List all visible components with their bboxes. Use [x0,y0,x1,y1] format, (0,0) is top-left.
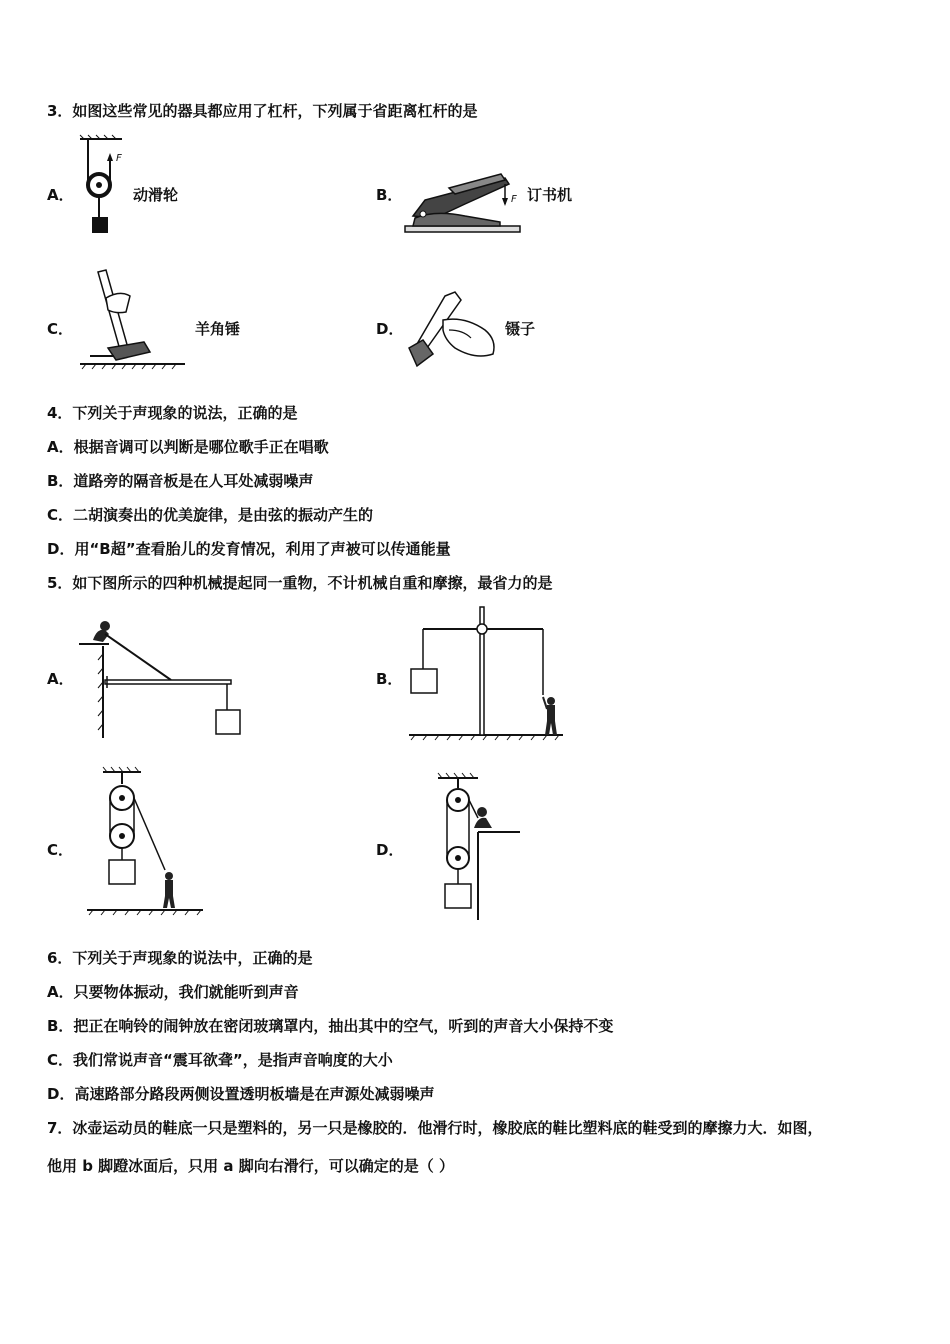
q5-option-c-letter: C． [47,841,74,859]
q6-option-d: D．高速路部分路段两侧设置透明板墙是在声源处减弱噪声 [47,1085,435,1103]
q6-option-b: B．把正在响铃的闹钟放在密闭玻璃罩内，抽出其中的空气，听到的声音大小保持不变 [47,1017,614,1035]
q3-option-b-letter: B． [376,186,403,204]
q3-option-b-caption: 订书机 [527,186,573,204]
q3-option-d-caption: 镊子 [505,320,536,338]
pulley-block-c-figure [85,766,205,916]
q4-option-a: A．根据音调可以判断是哪位歌手正在唱歌 [47,438,329,456]
q3-option-c-caption: 羊角锤 [195,320,241,338]
q3-option-a-caption: 动滑轮 [133,186,179,204]
q4-option-b: B．道路旁的隔音板是在人耳处减弱噪声 [47,472,314,490]
q4-option-d: D．用“B超”查看胎儿的发育情况，利用了声被可以传通能量 [47,540,451,558]
q3-option-d-letter: D． [376,320,404,338]
tweezers-figure [405,290,500,370]
force-label-a: F [116,153,122,164]
movable-pulley-figure [76,135,126,240]
q5-stem: 5．如下图所示的四种机械提起同一重物，不计机械自重和摩擦，最省力的是 [47,574,553,592]
q3-option-a-letter: A． [47,186,74,204]
q6-stem: 6．下列关于声现象的说法中，正确的是 [47,949,313,967]
equal-arm-pulley-figure [405,605,565,743]
q4-option-c: C．二胡演奏出的优美旋律，是由弦的振动产生的 [47,506,374,524]
q4-stem: 4．下列关于声现象的说法，正确的是 [47,404,298,422]
q5-option-d-letter: D． [376,841,404,859]
claw-hammer-figure [80,268,190,370]
q3-option-c-letter: C． [47,320,74,338]
force-label-b: F [511,194,517,205]
stapler-figure [405,170,525,234]
q6-option-a: A．只要物体振动，我们就能听到声音 [47,983,299,1001]
q3-stem: 3．如图这些常见的器具都应用了杠杆，下列属于省距离杠杆的是 [47,102,478,120]
pulley-block-d-figure [432,772,527,922]
lever-crane-figure [75,610,250,740]
q7-stem-line1: 7．冰壶运动员的鞋底一只是塑料的，另一只是橡胶的．他滑行时，橡胶底的鞋比塑料底的鞋受到的摩擦力大．如图， [47,1119,823,1137]
q6-option-c: C．我们常说声音“震耳欲聋”，是指声音响度的大小 [47,1051,393,1069]
q7-stem-line2: 他用 b 脚蹬冰面后，只用 a 脚向右滑行，可以确定的是（ ） [47,1157,454,1175]
q5-option-a-letter: A． [47,670,74,688]
q5-option-b-letter: B． [376,670,403,688]
